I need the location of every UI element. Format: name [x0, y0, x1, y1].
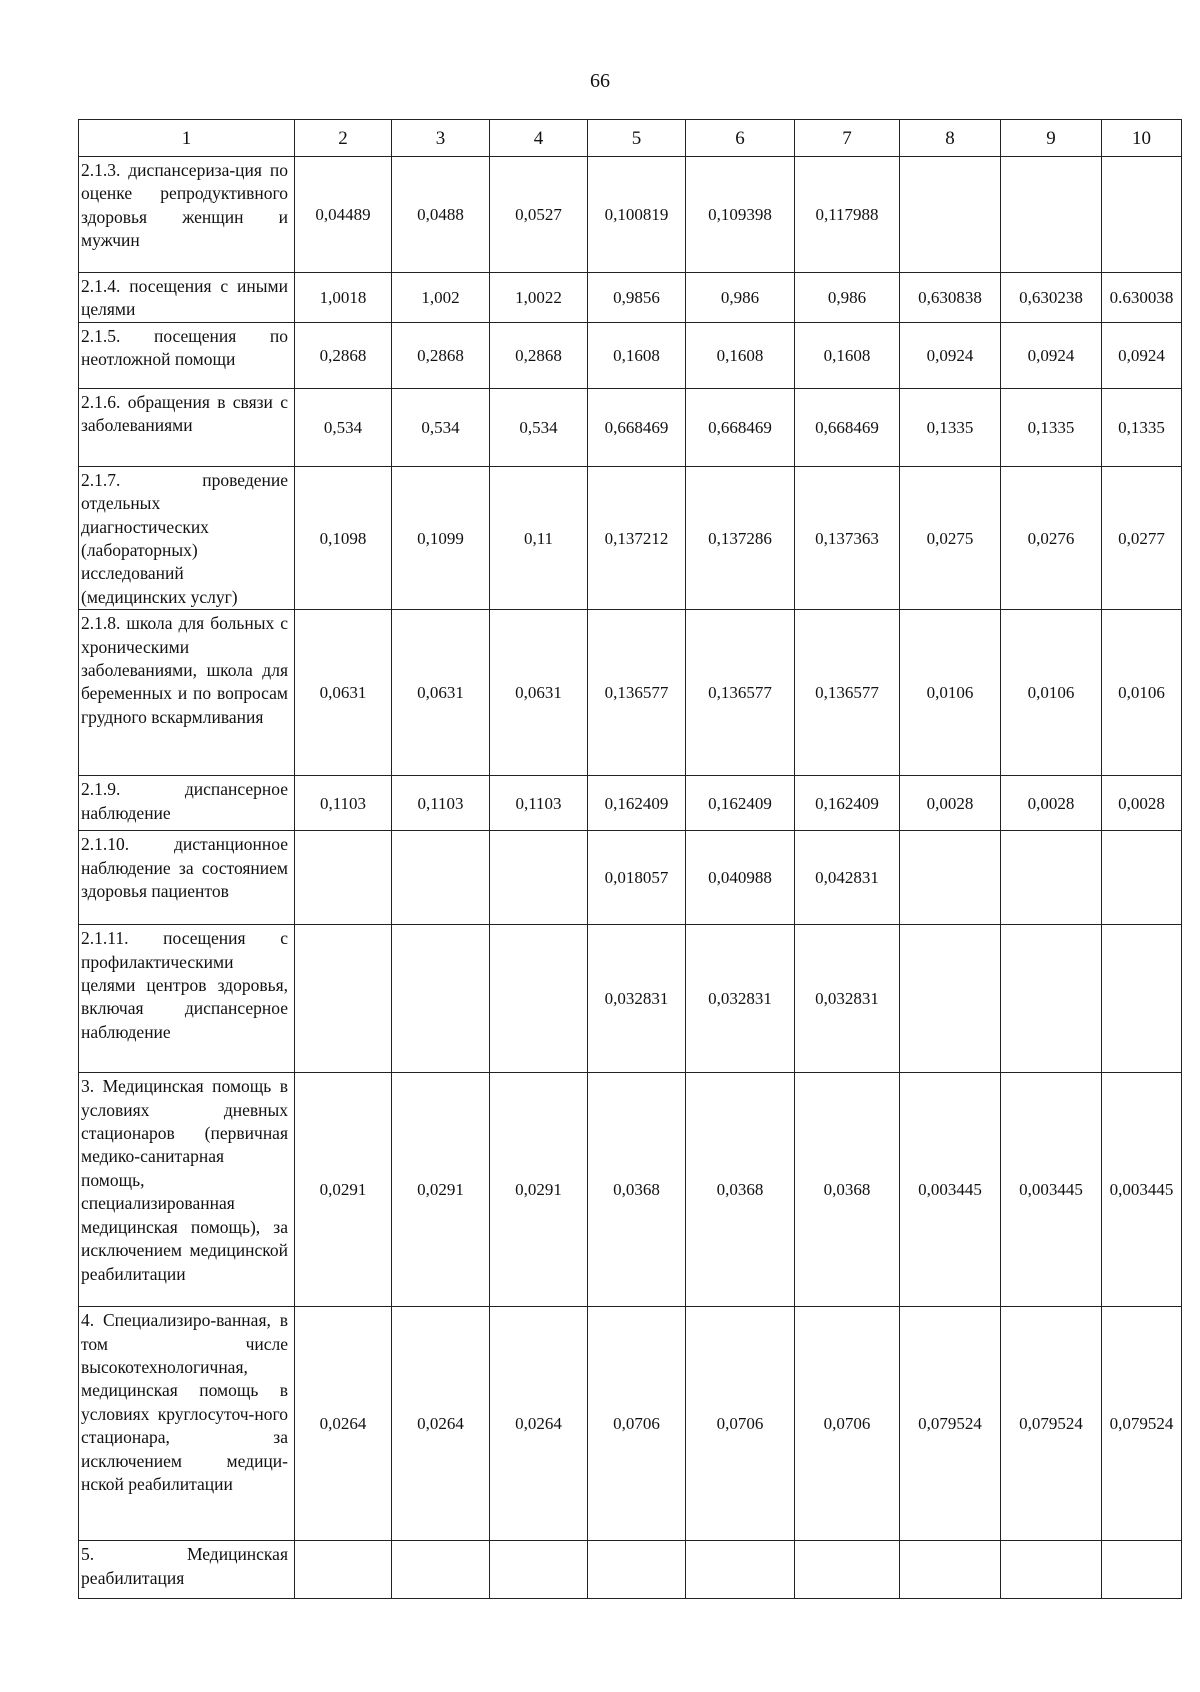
table-cell: 0,162409 [686, 776, 795, 831]
table-cell [490, 1541, 588, 1599]
table-cell [1001, 157, 1102, 273]
row-label: 2.1.7. проведение отдельных диагностических (лабораторных) исследований (медицинских услуг) [79, 466, 295, 609]
table-row [79, 273, 1182, 323]
table-cell [900, 157, 1001, 273]
table-cell: 0,534 [490, 388, 588, 466]
table-cell: 0,032831 [588, 925, 686, 1073]
table-cell: 0,1098 [295, 466, 392, 609]
row-label: 2.1.5. посещения по неотложной помощи [79, 322, 295, 388]
row-label: 2.1.11. посещения с профилактическими целями центров здоровья, включая диспансерное наблюдение [79, 925, 295, 1073]
table-row [79, 1073, 1182, 1307]
table-body [79, 157, 1182, 1599]
table-cell: 0,042831 [795, 831, 900, 925]
table-cell [1102, 925, 1182, 1073]
table-cell: 0,136577 [686, 610, 795, 776]
table-row [79, 831, 1182, 925]
table-cell: 0,0368 [588, 1073, 686, 1307]
page-number: 66 [590, 70, 610, 92]
table-row [79, 466, 1182, 609]
table-cell: 0,162409 [588, 776, 686, 831]
table-row [79, 157, 1182, 273]
table-cell [295, 1541, 392, 1599]
table-cell: 0,0488 [392, 157, 490, 273]
table-cell: 0,0368 [686, 1073, 795, 1307]
table-cell: 0,0291 [392, 1073, 490, 1307]
table-cell: 0,2868 [392, 322, 490, 388]
table-row [79, 776, 1182, 831]
row-label: 5. Медицинская реабилитация [79, 1541, 295, 1599]
table-cell: 0,1335 [1001, 388, 1102, 466]
table-cell: 0,668469 [795, 388, 900, 466]
table-cell: 0,0275 [900, 466, 1001, 609]
table-cell: 0,018057 [588, 831, 686, 925]
table-cell: 0,534 [295, 388, 392, 466]
table-cell: 0,11 [490, 466, 588, 609]
table-cell: 0,0706 [795, 1307, 900, 1541]
column-header: 9 [1001, 120, 1102, 157]
table-cell: 0,117988 [795, 157, 900, 273]
table-cell: 0,079524 [1102, 1307, 1182, 1541]
table-cell: 0,1335 [1102, 388, 1182, 466]
table-cell: 0,2868 [295, 322, 392, 388]
table-cell: 0.630038 [1102, 273, 1182, 323]
table-row [79, 322, 1182, 388]
table-cell: 0,032831 [686, 925, 795, 1073]
row-label: 2.1.10. дистанционное наблюдение за состоянием здоровья пациентов [79, 831, 295, 925]
table-cell: 0,630838 [900, 273, 1001, 323]
table-cell: 0,0291 [490, 1073, 588, 1307]
table-cell: 0,1335 [900, 388, 1001, 466]
table-cell: 0,0924 [1102, 322, 1182, 388]
table-cell: 0,0924 [1001, 322, 1102, 388]
table-cell: 0,1608 [686, 322, 795, 388]
table-cell: 0,109398 [686, 157, 795, 273]
column-header: 8 [900, 120, 1001, 157]
table-cell: 0,986 [686, 273, 795, 323]
table-cell: 0,137363 [795, 466, 900, 609]
column-header: 5 [588, 120, 686, 157]
table-cell [795, 1541, 900, 1599]
table-cell: 0,003445 [1102, 1073, 1182, 1307]
row-label: 2.1.3. диспансериза-ция по оценке репродуктивного здоровья женщин и мужчин [79, 157, 295, 273]
table-cell: 0,1608 [588, 322, 686, 388]
table-cell: 0,0924 [900, 322, 1001, 388]
table-cell [900, 1541, 1001, 1599]
table-cell: 0,0264 [392, 1307, 490, 1541]
table-cell: 0,0106 [1001, 610, 1102, 776]
table-cell: 0,0276 [1001, 466, 1102, 609]
table-cell: 0,0106 [900, 610, 1001, 776]
table-row [79, 388, 1182, 466]
table-cell: 0,136577 [795, 610, 900, 776]
table-cell [295, 831, 392, 925]
table-cell: 0,0706 [686, 1307, 795, 1541]
table-cell: 0,0277 [1102, 466, 1182, 609]
table-cell [900, 831, 1001, 925]
table-cell: 0,0291 [295, 1073, 392, 1307]
data-table [78, 119, 1182, 1599]
row-label: 2.1.4. посещения с иными целями [79, 273, 295, 323]
table-cell: 0,0106 [1102, 610, 1182, 776]
table-cell: 0,668469 [588, 388, 686, 466]
table-cell: 0,1608 [795, 322, 900, 388]
row-label: 4. Специализиро-ванная, в том числе высокотехнологичная, медицинская помощь в условиях круглосуточ-ного стационара, за исключением медици-нской реабилитации [79, 1307, 295, 1541]
table-cell: 0,100819 [588, 157, 686, 273]
table-cell: 0,1103 [295, 776, 392, 831]
table-cell: 0,0631 [490, 610, 588, 776]
table-cell [392, 925, 490, 1073]
table-cell [686, 1541, 795, 1599]
column-header: 7 [795, 120, 900, 157]
table-cell: 1,0022 [490, 273, 588, 323]
table-cell: 0,9856 [588, 273, 686, 323]
header-row [79, 120, 1182, 157]
table-cell: 0,079524 [900, 1307, 1001, 1541]
table-cell: 0,0264 [295, 1307, 392, 1541]
column-header: 4 [490, 120, 588, 157]
table-cell: 0,1103 [392, 776, 490, 831]
table-cell: 0,003445 [900, 1073, 1001, 1307]
column-header: 2 [295, 120, 392, 157]
column-header: 6 [686, 120, 795, 157]
table-cell [295, 925, 392, 1073]
table-cell: 0,032831 [795, 925, 900, 1073]
column-header: 3 [392, 120, 490, 157]
table-cell: 0,0028 [1102, 776, 1182, 831]
table-cell [490, 925, 588, 1073]
table-row [79, 1307, 1182, 1541]
table-cell: 0,534 [392, 388, 490, 466]
table-row [79, 925, 1182, 1073]
table-cell: 0,0028 [1001, 776, 1102, 831]
table-cell: 0,136577 [588, 610, 686, 776]
table-cell: 1,002 [392, 273, 490, 323]
row-label: 2.1.9. диспансерное наблюдение [79, 776, 295, 831]
table-cell [1001, 925, 1102, 1073]
table-cell: 0,162409 [795, 776, 900, 831]
table-cell: 0,0631 [392, 610, 490, 776]
table-cell [900, 925, 1001, 1073]
table-cell: 1,0018 [295, 273, 392, 323]
column-header: 10 [1102, 120, 1182, 157]
table-cell: 0,079524 [1001, 1307, 1102, 1541]
column-header: 1 [79, 120, 295, 157]
table-cell: 0,0028 [900, 776, 1001, 831]
table-cell: 0,2868 [490, 322, 588, 388]
table-cell: 0,0527 [490, 157, 588, 273]
table-cell: 0,0368 [795, 1073, 900, 1307]
table-cell: 0,0631 [295, 610, 392, 776]
table-cell [588, 1541, 686, 1599]
table-cell [392, 1541, 490, 1599]
table-cell: 0,040988 [686, 831, 795, 925]
table-cell [1102, 831, 1182, 925]
table-cell: 0,137286 [686, 466, 795, 609]
table-cell: 0,1099 [392, 466, 490, 609]
table-cell: 0,986 [795, 273, 900, 323]
table-cell: 0,1103 [490, 776, 588, 831]
table-cell: 0,04489 [295, 157, 392, 273]
table-cell [1102, 157, 1182, 273]
table-cell: 0,0706 [588, 1307, 686, 1541]
table-cell [1001, 1541, 1102, 1599]
table-row [79, 1541, 1182, 1599]
table-cell: 0,630238 [1001, 273, 1102, 323]
row-label: 2.1.6. обращения в связи с заболеваниями [79, 388, 295, 466]
table-cell [490, 831, 588, 925]
table-row [79, 610, 1182, 776]
row-label: 3. Медицинская помощь в условиях дневных стационаров (первичная медико-санитарная помощь, специализированная медицинская помощь), за исключением медицинской реабилитации [79, 1073, 295, 1307]
table-cell: 0,668469 [686, 388, 795, 466]
table-cell [1001, 831, 1102, 925]
table-cell [1102, 1541, 1182, 1599]
table-cell: 0,137212 [588, 466, 686, 609]
table-cell [392, 831, 490, 925]
row-label: 2.1.8. школа для больных с хроническими заболеваниями, школа для беременных и по вопросам грудного вскармливания [79, 610, 295, 776]
table-cell: 0,003445 [1001, 1073, 1102, 1307]
table-cell: 0,0264 [490, 1307, 588, 1541]
